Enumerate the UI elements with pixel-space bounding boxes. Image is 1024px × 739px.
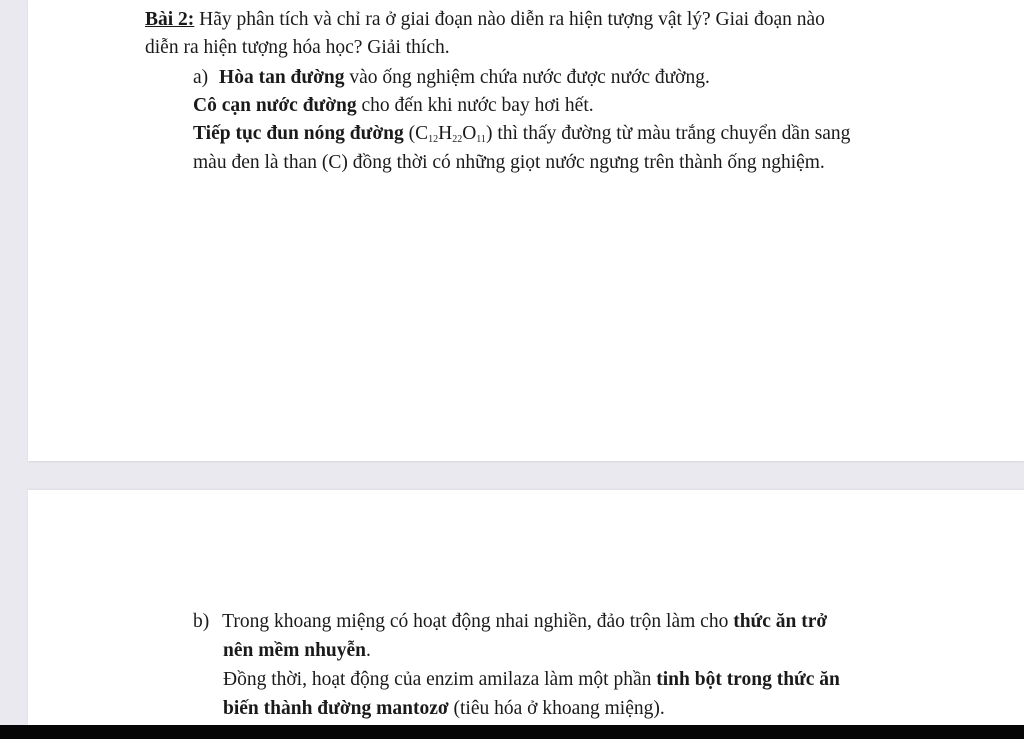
bottom-bar xyxy=(0,725,1024,739)
item-a-marker: a) xyxy=(193,67,209,88)
item-a2-line xyxy=(193,94,594,117)
item-b-text3: Đồng thời, hoạt động của enzim amilaza làm một phần xyxy=(223,669,657,690)
item-a-rest: vào ống nghiệm chứa nước được nước đường. xyxy=(344,67,710,88)
item-b-marker: b) xyxy=(193,611,210,632)
item-a3-line2: màu đen là than (C) đồng thời có những giọt nước ngưng trên thành ống nghiệm. xyxy=(193,152,825,173)
exercise-intro-1: Hãy phân tích và chỉ ra ở giai đoạn nào diễn ra hiện tượng vật lý? Giai đoạn nào xyxy=(194,9,825,30)
item-b-line4 xyxy=(223,697,665,720)
item-a3-bold: Tiếp tục đun nóng đường xyxy=(193,123,404,144)
formula: $(C_{12}H_{22}O_{11})$ xyxy=(403,123,493,145)
exercise-title: Bài 2: xyxy=(145,9,195,30)
item-b-rest4: (tiêu hóa ở khoang miệng). xyxy=(448,698,665,719)
item-b-text1: Trong khoang miệng có hoạt động nhai nghiền, đảo trộn làm cho xyxy=(222,611,734,632)
item-b-bold3: tinh bột trong thức ăn xyxy=(656,669,840,690)
item-b-line3 xyxy=(223,668,840,691)
item-a2-bold: Cô cạn nước đường xyxy=(193,95,357,116)
item-b-line1 xyxy=(193,610,827,633)
item-b-bold4: biến thành đường mantozơ xyxy=(223,698,449,719)
item-b-rest2: . xyxy=(366,640,371,661)
item-b-bold1: thức ăn trở xyxy=(733,611,828,632)
item-a-bold: Hòa tan đường xyxy=(219,67,345,88)
item-a2-rest: cho đến khi nước bay hơi hết. xyxy=(356,95,594,116)
exercise-heading-line xyxy=(145,8,825,31)
item-b-line2 xyxy=(223,639,371,662)
item-a3-rest: thì thấy đường từ màu trắng chuyển dần sang xyxy=(492,123,851,144)
item-b-bold2: nên mềm nhuyễn xyxy=(223,640,367,661)
exercise-intro-line2: diễn ra hiện tượng hóa học? Giải thích. xyxy=(145,37,450,58)
item-a3-line xyxy=(193,122,850,146)
item-a-line xyxy=(193,66,710,89)
